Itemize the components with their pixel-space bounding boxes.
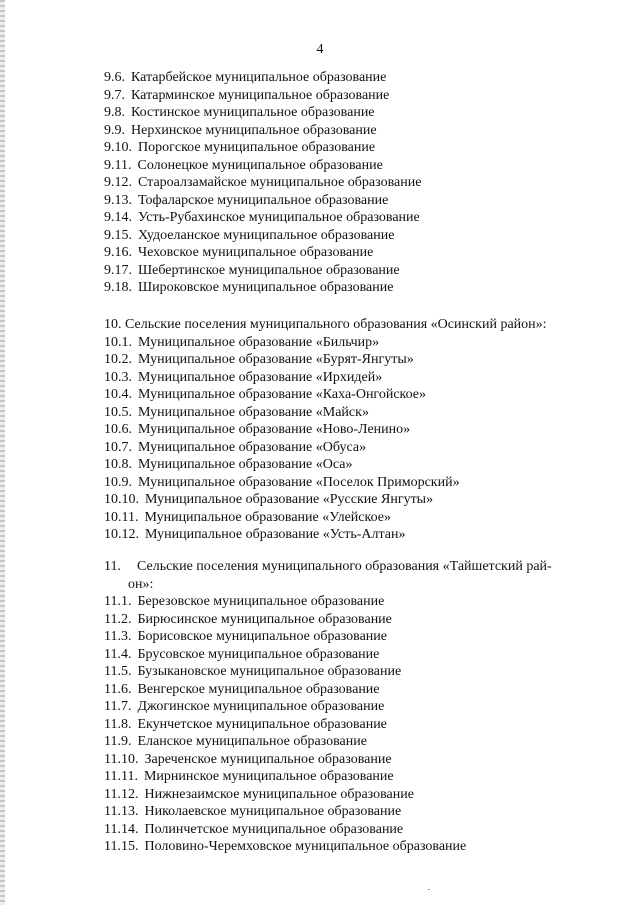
item-number: 9.6. <box>104 70 125 85</box>
item-text: Муниципальное образование «Улейское» <box>144 509 391 525</box>
list-section-11 <box>104 558 604 856</box>
list-section-9 <box>104 69 421 297</box>
item-number: 10.10. <box>104 492 139 507</box>
item-number: 9.12. <box>104 175 132 190</box>
item-number: 11.6. <box>104 681 132 697</box>
item-text: Муниципальное образование «Майск» <box>138 404 369 420</box>
item-number: 9.10. <box>104 140 132 155</box>
item-text: Тофаларское муниципальное образование <box>138 192 389 208</box>
item-text: Катарминское муниципальное образование <box>131 87 390 103</box>
item-number: 11.3. <box>104 629 132 644</box>
item-number: 11.13. <box>104 804 139 819</box>
item-text: Полинчетское муниципальное образование <box>144 821 404 837</box>
item-number: 10.5. <box>104 404 132 420</box>
list-item <box>104 139 421 157</box>
item-number: 11.9. <box>104 734 132 749</box>
item-number: 9.18. <box>104 280 132 295</box>
item-text: Венгерское муниципальное образование <box>137 681 380 697</box>
list-item <box>104 698 604 716</box>
list-item <box>104 122 421 140</box>
item-number: 10.7. <box>104 439 132 455</box>
item-text: Мирнинское муниципальное образование <box>143 769 394 784</box>
item-text: Костинское муниципальное образование <box>131 105 375 120</box>
item-text: Шебертинское муниципальное образование <box>138 262 400 278</box>
item-number: 9.17. <box>104 262 132 278</box>
item-text: Бузыкановское муниципальное образование <box>137 664 402 679</box>
list-item <box>104 262 421 280</box>
list-item <box>104 474 547 492</box>
item-number: 9.13. <box>104 192 132 208</box>
list-item <box>104 751 604 769</box>
item-text: Муниципальное образование «Бильчир» <box>138 334 380 350</box>
item-number: 11.2. <box>104 611 132 627</box>
item-number: 9.9. <box>104 122 125 138</box>
item-number: 9.7. <box>104 87 125 103</box>
item-text: Муниципальное образование «Каха-Онгойское» <box>138 387 427 402</box>
item-number: 10.11. <box>104 509 139 525</box>
section-heading-line-2: он»: <box>128 576 154 592</box>
list-item <box>104 663 604 681</box>
item-number: 9.11. <box>104 157 132 173</box>
item-text: Муниципальное образование «Оса» <box>138 457 353 472</box>
item-number: 10.4. <box>104 387 132 402</box>
list-item <box>104 786 604 804</box>
list-item <box>104 526 547 544</box>
item-text: Нижнезаимское муниципальное образование <box>144 786 414 802</box>
item-text: Еланское муниципальное образование <box>137 734 367 749</box>
item-number: 10.6. <box>104 422 132 437</box>
list-item <box>104 104 421 122</box>
list-item <box>104 386 547 404</box>
list-item <box>104 646 604 664</box>
item-text: Муниципальное образование «Ново-Ленино» <box>138 422 411 437</box>
list-item <box>104 209 421 227</box>
item-text: Борисовское муниципальное образование <box>137 629 387 644</box>
item-number: 10.3. <box>104 369 132 385</box>
item-text: Муниципальное образование «Бурят-Янгуты» <box>138 352 414 367</box>
list-item <box>104 369 547 387</box>
list-item <box>104 803 604 821</box>
item-text: Муниципальное образование «Ирхидей» <box>138 369 383 385</box>
item-text: Зареченское муниципальное образование <box>144 751 392 767</box>
list-item <box>104 509 547 527</box>
item-text: Березовское муниципальное образование <box>137 594 385 609</box>
list-item <box>104 593 604 611</box>
item-text: Половино-Черемховское муниципальное образование <box>144 839 467 854</box>
item-number: 11.15. <box>104 839 139 854</box>
item-number: 11.11. <box>104 769 138 784</box>
item-text: Джогинское муниципальное образование <box>137 699 385 714</box>
scan-edge <box>0 0 5 905</box>
list-section-10 <box>104 316 547 544</box>
item-text: Широковское муниципальное образование <box>138 280 394 295</box>
item-text: Брусовское муниципальное образование <box>137 646 380 662</box>
page-number: 4 <box>316 42 324 57</box>
list-item <box>104 227 421 245</box>
item-number: 10.2. <box>104 352 132 367</box>
list-item <box>104 733 604 751</box>
item-number: 9.15. <box>104 227 132 243</box>
list-item <box>104 421 547 439</box>
item-text: Муниципальное образование «Поселок Приморский» <box>138 474 460 490</box>
item-number: 11.4. <box>104 646 132 662</box>
section-heading <box>104 558 604 593</box>
item-text: Бирюсинское муниципальное образование <box>137 611 392 627</box>
item-number: 10.12. <box>104 527 139 542</box>
list-item <box>104 157 421 175</box>
item-number: 11.10. <box>104 751 139 767</box>
item-text: Усть-Рубахинское муниципальное образование <box>138 210 420 225</box>
item-number: 11.7. <box>104 699 132 714</box>
item-text: Худоеланское муниципальное образование <box>138 227 395 243</box>
item-number: 11.8. <box>104 716 132 732</box>
section-heading-line-1: Сельские поселения муниципального образования «Тайшетский рай- <box>136 559 552 574</box>
list-item <box>104 821 604 839</box>
item-text: Нерхинское муниципальное образование <box>131 122 377 138</box>
item-text: Муниципальное образование «Обуса» <box>138 439 367 455</box>
section-number: 11. <box>104 559 121 574</box>
list-item <box>104 87 421 105</box>
item-number: 9.16. <box>104 245 132 260</box>
item-number: 10.8. <box>104 457 132 472</box>
list-item <box>104 439 547 457</box>
list-item <box>104 351 547 369</box>
list-item <box>104 279 421 297</box>
item-text: Муниципальное образование «Русские Янгуты» <box>145 492 434 507</box>
item-number: 9.14. <box>104 210 132 225</box>
list-item <box>104 334 547 352</box>
item-number: 9.8. <box>104 105 125 120</box>
item-text: Чеховское муниципальное образование <box>138 245 374 260</box>
list-item <box>104 244 421 262</box>
list-item <box>104 404 547 422</box>
item-number: 11.14. <box>104 821 139 837</box>
item-number: 11.5. <box>104 664 132 679</box>
list-item <box>104 174 421 192</box>
item-text: Солонецкое муниципальное образование <box>137 157 383 173</box>
scan-speck <box>428 889 430 890</box>
list-item <box>104 681 604 699</box>
list-item <box>104 768 604 786</box>
item-number: 11.12. <box>104 786 139 802</box>
item-text: Катарбейское муниципальное образование <box>131 70 387 85</box>
item-number: 10.9. <box>104 474 132 490</box>
item-number: 10.1. <box>104 334 132 350</box>
list-item <box>104 611 604 629</box>
item-text: Муниципальное образование «Усть-Алтан» <box>145 527 406 542</box>
item-text: Порогское муниципальное образование <box>138 140 376 155</box>
list-item <box>104 716 604 734</box>
item-number: 11.1. <box>104 594 132 609</box>
item-text: Екунчетское муниципальное образование <box>137 716 387 732</box>
list-item <box>104 491 547 509</box>
section-heading: 10. Сельские поселения муниципального образования «Осинский район»: <box>104 317 547 332</box>
item-text: Староалзамайское муниципальное образование <box>138 175 422 190</box>
list-item <box>104 192 421 210</box>
list-item <box>104 628 604 646</box>
list-item <box>104 456 547 474</box>
item-text: Николаевское муниципальное образование <box>144 804 402 819</box>
list-item <box>104 69 421 87</box>
list-item <box>104 838 604 856</box>
